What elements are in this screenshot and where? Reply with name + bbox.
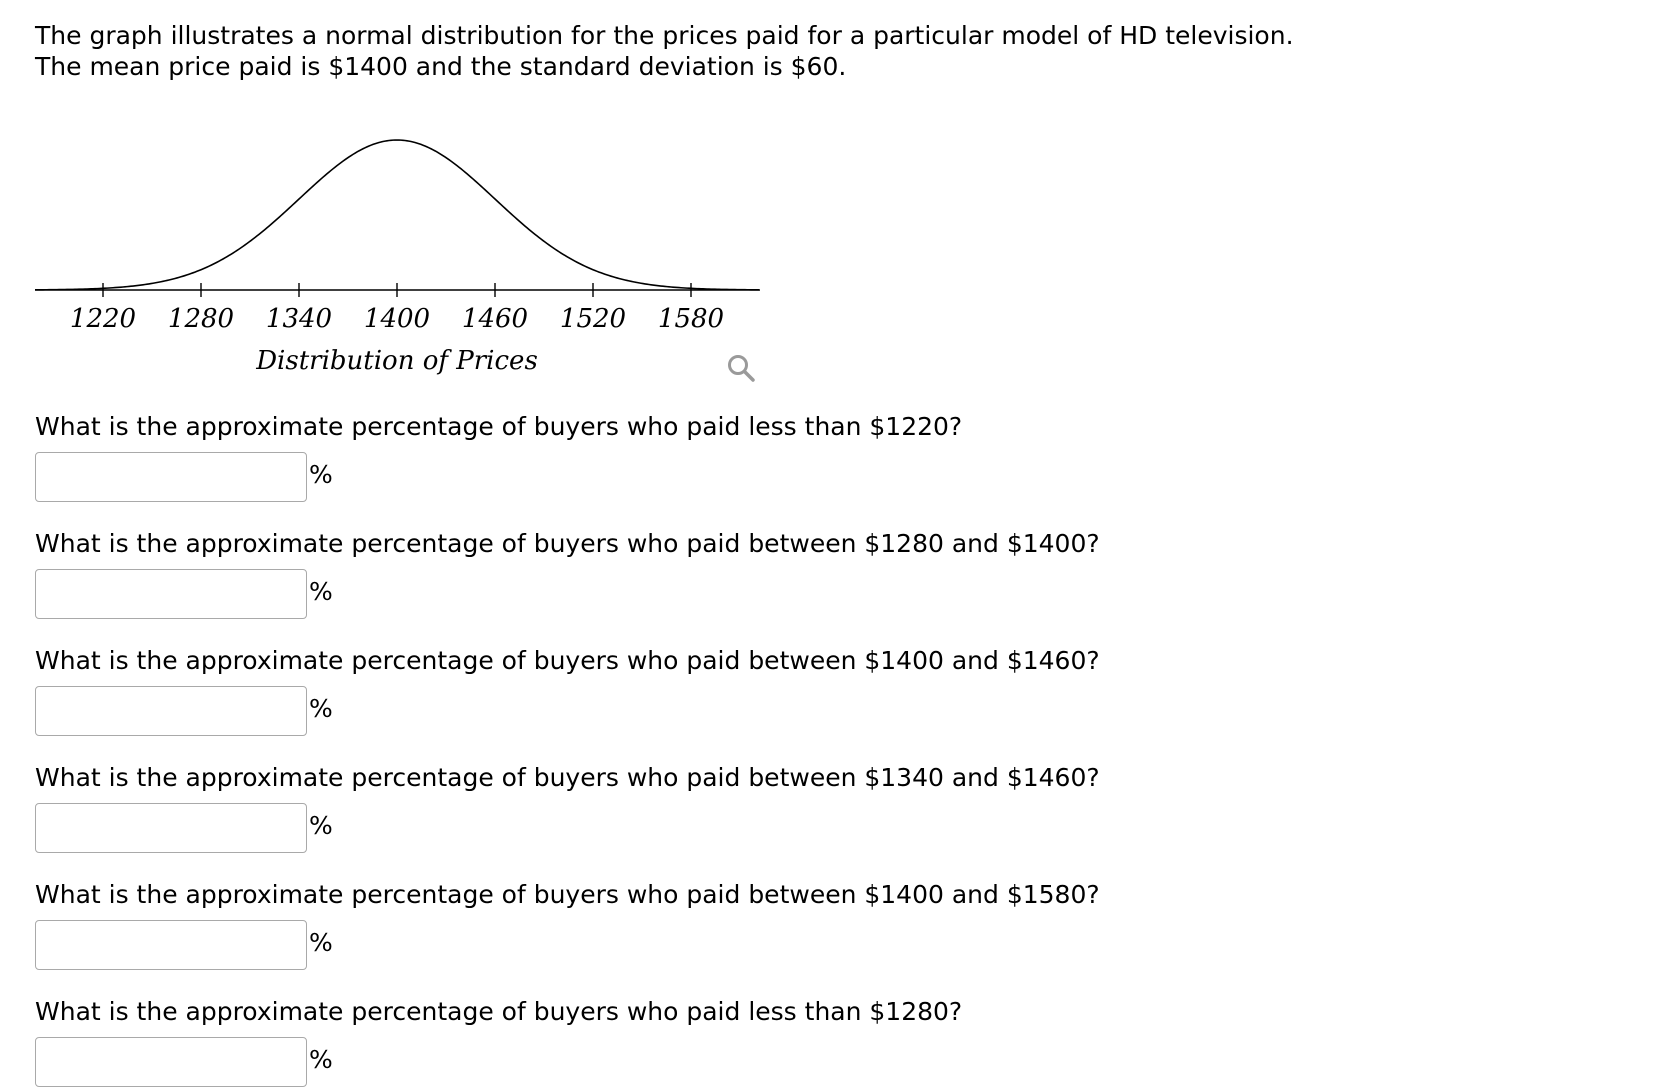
- question-3: [35, 646, 1435, 738]
- answer-row-6: [35, 1037, 1435, 1089]
- percent-unit-2: %: [309, 577, 333, 606]
- x-axis-title: Distribution of Prices: [256, 346, 538, 376]
- x-tick-label-1220: 1220: [69, 304, 137, 334]
- answer-row-3: [35, 686, 1435, 738]
- x-tick-label-1580: 1580: [657, 304, 725, 334]
- x-tick-label-1280: 1280: [167, 304, 235, 334]
- question-1: [35, 412, 1435, 504]
- answer-input-4[interactable]: [35, 803, 307, 853]
- magnifier-icon[interactable]: [725, 352, 757, 384]
- question-5: [35, 880, 1435, 972]
- answer-input-5[interactable]: [35, 920, 307, 970]
- problem-intro: The graph illustrates a normal distribution for the prices paid for a particular model of HD television. The mean price paid is $1400 and the standard deviation is $60.: [35, 21, 1294, 81]
- answer-input-2[interactable]: [35, 569, 307, 619]
- normal-curve: [35, 140, 759, 290]
- answer-input-6[interactable]: [35, 1037, 307, 1087]
- answer-input-1[interactable]: [35, 452, 307, 502]
- question-1-text: What is the approximate percentage of buyers who paid less than $1220?: [35, 412, 963, 441]
- answer-row-2: [35, 569, 1435, 621]
- question-4-text: What is the approximate percentage of buyers who paid between $1340 and $1460?: [35, 763, 1100, 792]
- percent-unit-1: %: [309, 460, 333, 489]
- answer-row-1: [35, 452, 1435, 504]
- question-6-text: What is the approximate percentage of buyers who paid less than $1280?: [35, 997, 963, 1026]
- percent-unit-3: %: [309, 694, 333, 723]
- answer-row-5: [35, 920, 1435, 972]
- question-3-text: What is the approximate percentage of buyers who paid between $1400 and $1460?: [35, 646, 1100, 675]
- question-2: [35, 529, 1435, 621]
- question-5-text: What is the approximate percentage of buyers who paid between $1400 and $1580?: [35, 880, 1100, 909]
- x-tick-label-1460: 1460: [461, 304, 529, 334]
- question-6: [35, 997, 1435, 1089]
- question-2-text: What is the approximate percentage of buyers who paid between $1280 and $1400?: [35, 529, 1100, 558]
- question-4: [35, 763, 1435, 855]
- x-tick-label-1520: 1520: [559, 304, 627, 334]
- percent-unit-5: %: [309, 928, 333, 957]
- chart-svg: [0, 120, 800, 400]
- percent-unit-6: %: [309, 1045, 333, 1074]
- answer-input-3[interactable]: [35, 686, 307, 736]
- x-tick-label-1400: 1400: [363, 304, 431, 334]
- answer-row-4: [35, 803, 1435, 855]
- percent-unit-4: %: [309, 811, 333, 840]
- x-tick-label-1340: 1340: [265, 304, 333, 334]
- normal-distribution-chart: [0, 120, 800, 400]
